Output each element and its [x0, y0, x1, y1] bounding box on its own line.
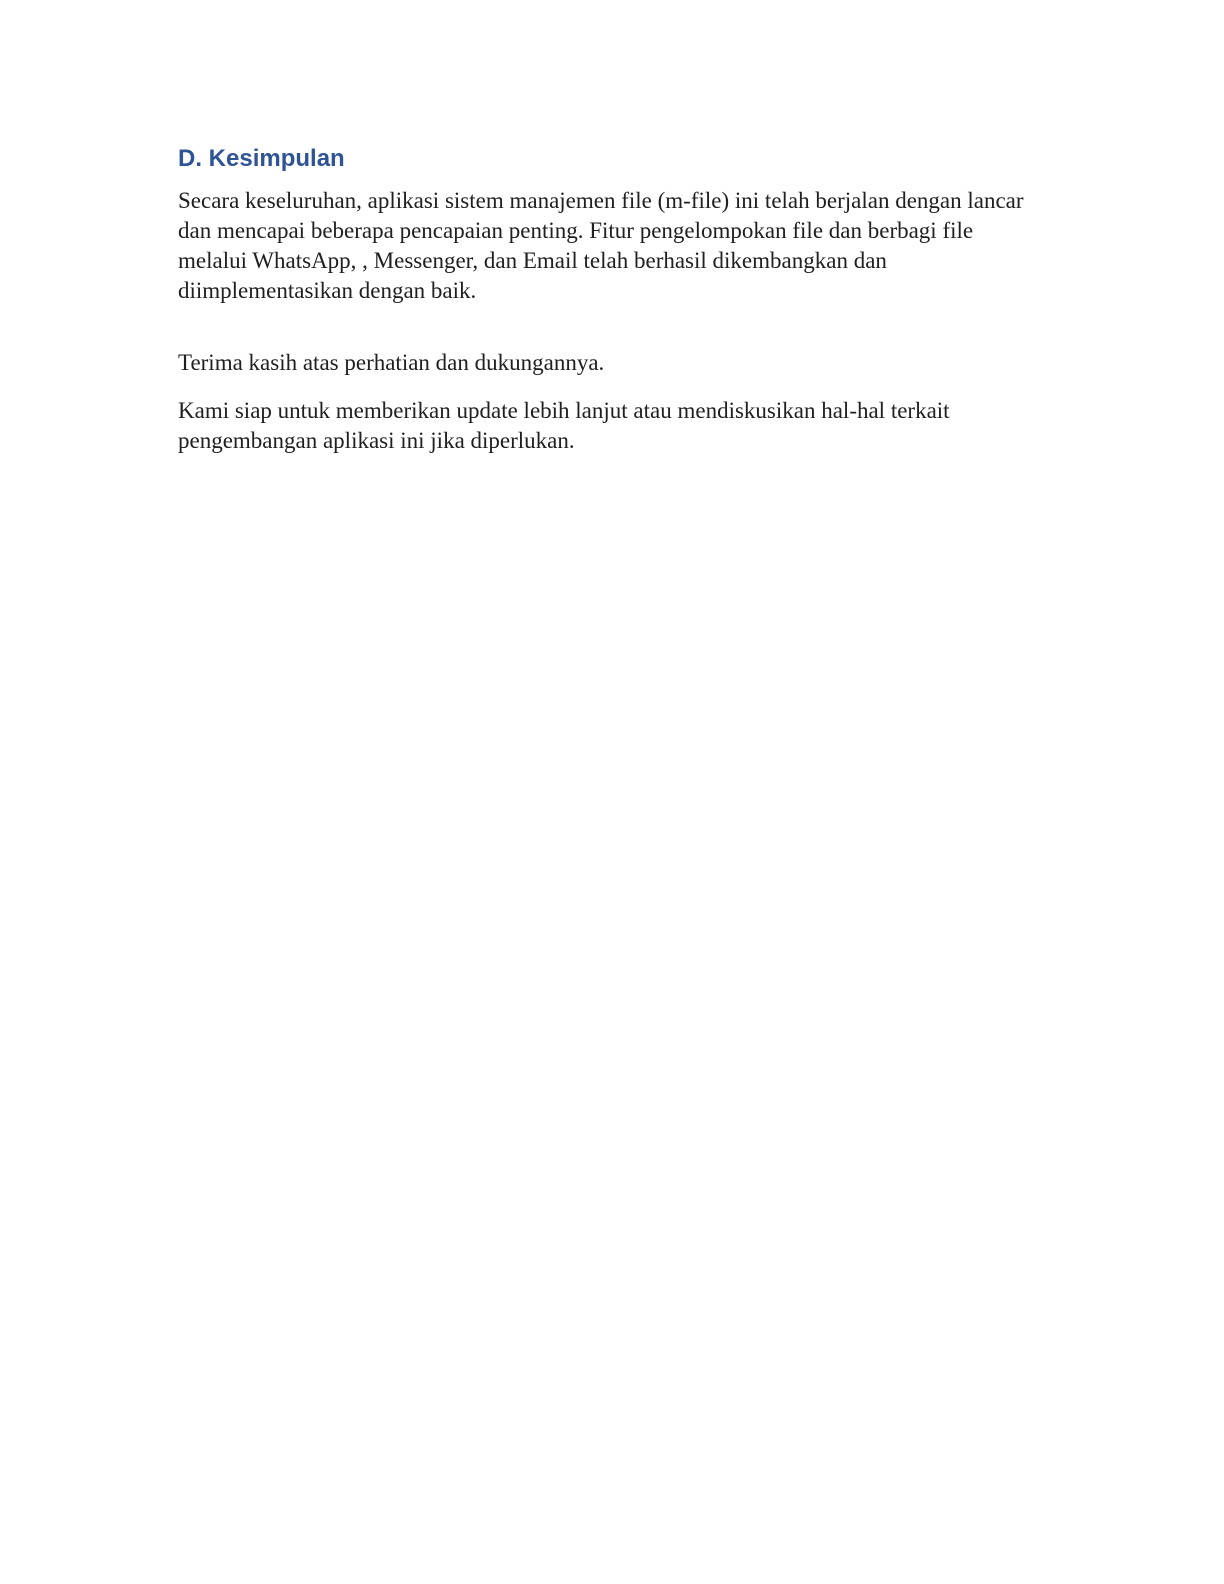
- paragraph-conclusion: Secara keseluruhan, aplikasi sistem manajemen file (m-file) ini telah berjalan dengan lancar dan mencapai beberapa pencapaian penting. Fitur pengelompokan file dan berbagi file melalui WhatsApp, , Messenger, dan Email telah berhasil dikembangkan dan diimplementasikan dengan baik.: [178, 188, 1024, 303]
- document-content: [178, 142, 1043, 456]
- paragraph-thanks: Terima kasih atas perhatian dan dukungannya.: [178, 350, 605, 375]
- section-heading: D. Kesimpulan: [178, 145, 345, 172]
- paragraph-followup: Kami siap untuk memberikan update lebih lanjut atau mendiskusikan hal-hal terkait pengembangan aplikasi ini jika diperlukan.: [178, 398, 950, 453]
